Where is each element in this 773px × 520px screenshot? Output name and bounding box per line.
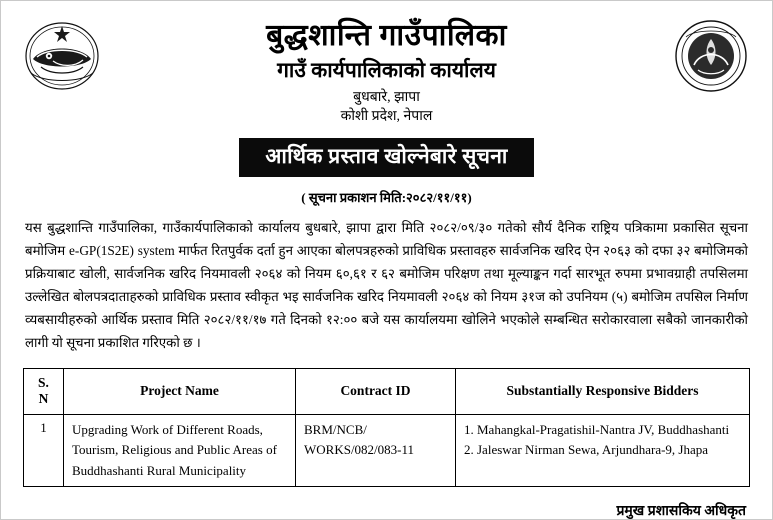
cell-bidders (456, 415, 750, 486)
column-header-sn (24, 368, 64, 415)
cell-contract-id (296, 415, 456, 486)
document-header (23, 11, 750, 126)
notice-title-banner: आर्थिक प्रस्ताव खोल्नेबारे सूचना (239, 138, 533, 177)
bidder-list (464, 420, 741, 460)
list-item: 2. Jaleswar Nirman Sewa, Arjundhara-9, Jhapa (464, 442, 709, 458)
column-header-sn-line2: N (38, 391, 49, 407)
bidders-table (23, 368, 750, 487)
organization-name: बुद्धशान्ति गाउँपालिका (266, 19, 507, 52)
organization-office: गाउँ कार्यपालिकाको कार्यालय (277, 57, 496, 82)
contract-id-line2: WORKS/082/083-11 (304, 442, 415, 458)
signature-designation: प्रमुख प्रशासकिय अधिकृत (616, 503, 746, 519)
header-text-block (111, 17, 662, 126)
organization-address-line2: कोशी प्रदेश, नेपाल (340, 109, 433, 125)
column-header-project-name: Project Name (64, 368, 296, 415)
organization-address-line1: बुधबारे, झापा (353, 89, 420, 105)
cell-project-name: Upgrading Work of Different Roads, Tourism, Religious and Public Areas of Buddhashanti Rural Municipality (64, 415, 296, 486)
column-header-bidders: Substantially Responsive Bidders (456, 368, 750, 415)
cell-sn: 1 (24, 415, 64, 486)
list-item: 1. Mahangkal-Pragatishil-Nantra JV, Buddhashanti (464, 422, 730, 438)
column-header-sn-line1: S. (38, 374, 49, 390)
publication-date: ( सूचना प्रकाशन मिति:२०८२/११/११) (301, 190, 472, 206)
rural-municipality-seal-icon (672, 17, 750, 95)
notice-body-paragraph: यस बुद्धशान्ति गाउँपालिका, गाउँकार्यपालिकाको कार्यालय बुधबारे, झापा द्वारा मिति २०८२/०९/३० गतेको सौर्य दैनिक राष्ट्रिय पत्रिकामा प्रकासित सूचना बमोजिम e-GP(1S2E) system मार्फत रितपुर्वक दर्ता हुन आएका बोलपत्रहरुको प्राविधिक प्रस्तावहरु सार्वजनिक खरिद ऐन २०६३ को दफा ३२ बमोजिमको प्रक्रियाबाट खोली, सार्वजनिक खरिद नियमावली २०६४ को नियम ६०,६१ र ६२ बमोजिम परिक्षण तथा मूल्याङ्कन गर्दा सारभूत रुपमा प्रभावग्राही तपसिलमा उल्लेखित बोलपत्रदाताहरुको प्राविधिक प्रस्ताव स्वीकृत भइ सार्वजनिक खरिद नियमावली २०६४ को नियम ३१ज को उपनियम (५) बमोजिम तपसिल निर्माण व्यबसायीहरुको आर्थिक प्रस्ताव मिति २०८२/११/१७ गते दिनको १२:०० बजे यस कार्यालयमा खोलिने भएकोले सम्बन्धित सरोकारवाला सबैको जानकारीको लागी यो सूचना प्रकाशित गरिएको छ । (25, 220, 748, 350)
table-row (24, 415, 750, 486)
contract-id-line1: BRM/NCB/ (304, 422, 367, 438)
nepal-government-emblem-icon (23, 17, 101, 95)
table-header-row (24, 368, 750, 415)
column-header-contract-id: Contract ID (296, 368, 456, 415)
title-banner-wrap (23, 138, 750, 177)
